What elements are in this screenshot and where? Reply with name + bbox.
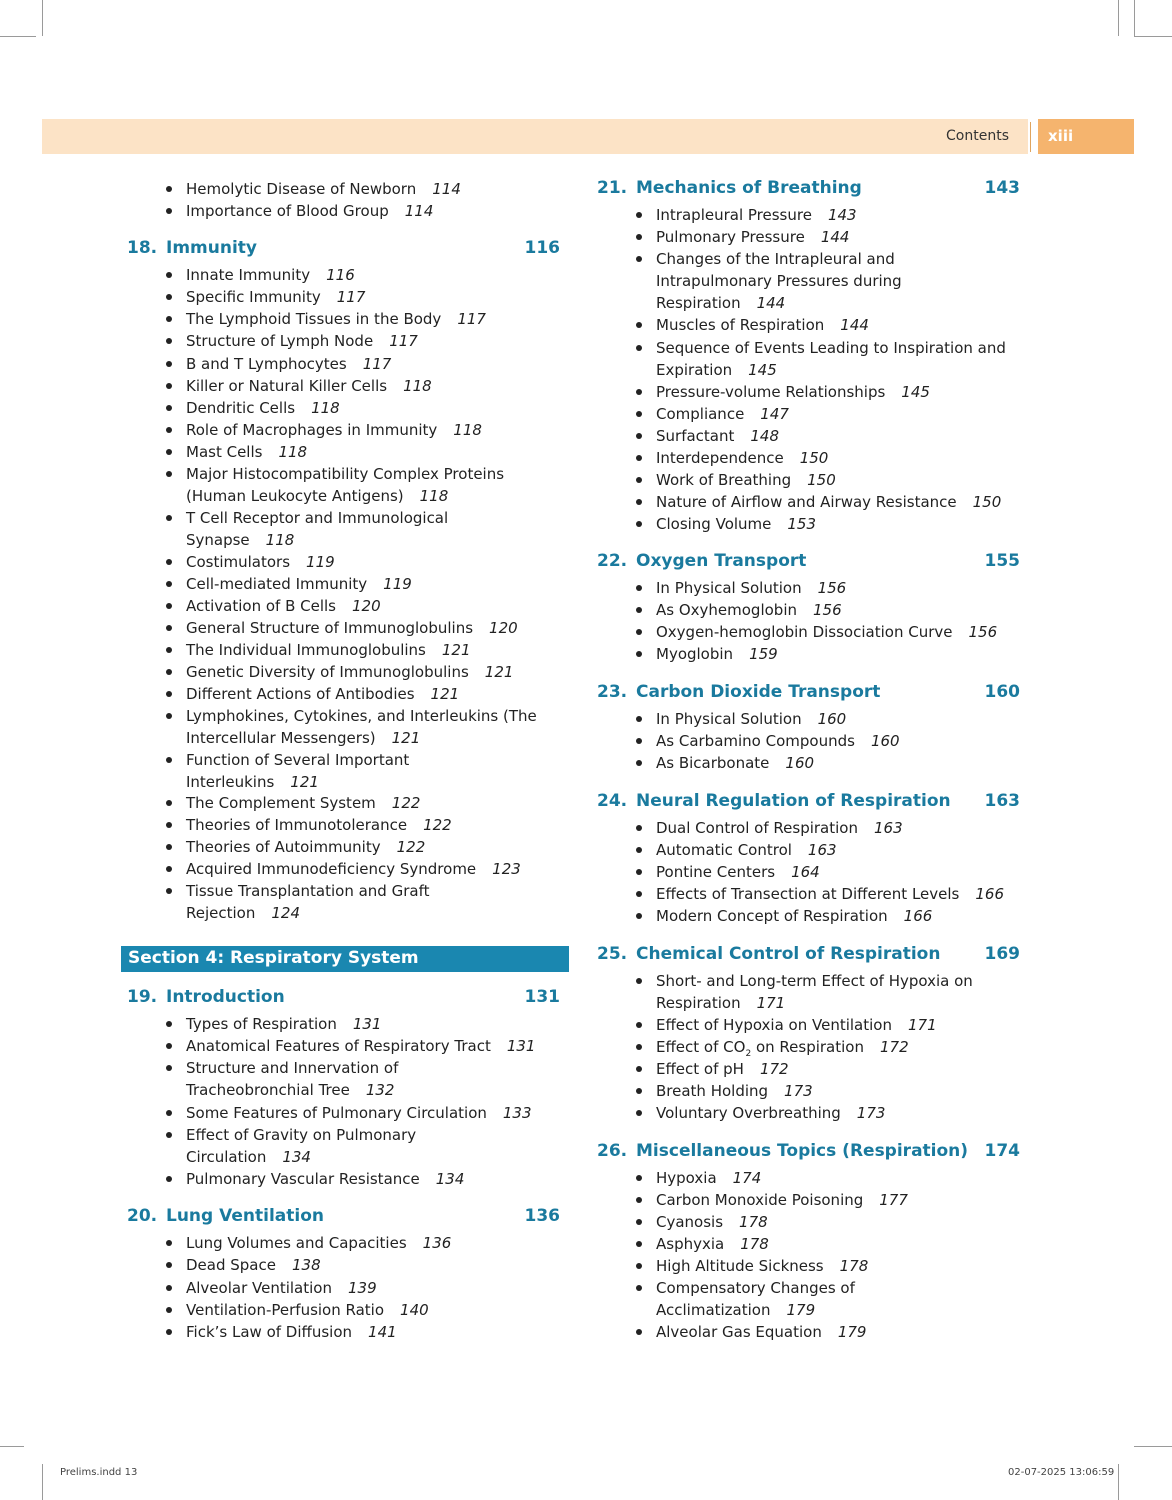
toc-item-title: Costimulators bbox=[186, 553, 291, 571]
bullet-icon bbox=[636, 585, 642, 591]
toc-item-title-cont: Respiration bbox=[656, 294, 741, 312]
bullet-icon bbox=[636, 499, 642, 505]
chapter-number: 20. bbox=[127, 1206, 158, 1226]
chapter-number: 23. bbox=[597, 682, 628, 702]
bullet-icon bbox=[636, 869, 642, 875]
toc-item-title: Voluntary Overbreathing bbox=[656, 1104, 841, 1122]
toc-item-title: Breath Holding bbox=[656, 1082, 769, 1100]
toc-item-title: As Carbamino Compounds bbox=[656, 732, 855, 750]
toc-item-page: 118 bbox=[311, 399, 340, 417]
bullet-icon bbox=[166, 1262, 172, 1268]
bullet-icon bbox=[166, 471, 172, 477]
bullet-icon bbox=[166, 272, 172, 278]
toc-item-page: 123 bbox=[492, 860, 521, 878]
bullet-icon bbox=[636, 913, 642, 919]
page-number: xiii bbox=[1048, 127, 1074, 145]
crop-mark bbox=[1134, 0, 1135, 36]
toc-item-page: 121 bbox=[441, 641, 471, 659]
chapter-title: Mechanics of Breathing bbox=[636, 178, 862, 198]
bullet-icon bbox=[636, 978, 642, 984]
toc-item-page: 122 bbox=[396, 838, 426, 856]
header-divider bbox=[1030, 122, 1031, 152]
bullet-icon bbox=[636, 629, 642, 635]
chapter-heading-22[interactable] bbox=[590, 551, 1030, 575]
toc-item-page: 179 bbox=[837, 1323, 867, 1341]
toc-item-page: 163 bbox=[873, 819, 903, 837]
bullet-icon bbox=[636, 433, 642, 439]
toc-item-page: 141 bbox=[368, 1323, 397, 1341]
toc-item-page: 132 bbox=[365, 1081, 395, 1099]
toc-item-title: T Cell Receptor and Immunological bbox=[186, 509, 449, 527]
bullet-icon bbox=[166, 1132, 172, 1138]
toc-item-title: Theories of Immunotolerance bbox=[186, 816, 408, 834]
toc-item-title: Dendritic Cells bbox=[186, 399, 296, 417]
chapter-title: Carbon Dioxide Transport bbox=[636, 682, 881, 702]
bullet-icon bbox=[166, 691, 172, 697]
toc-item-page: 117 bbox=[362, 355, 392, 373]
toc-item-page: 134 bbox=[435, 1170, 465, 1188]
chapter-number: 25. bbox=[597, 944, 628, 964]
bullet-icon bbox=[166, 1240, 172, 1246]
toc-item-title: Effect of pH bbox=[656, 1060, 744, 1078]
toc-item-page: 122 bbox=[423, 816, 452, 834]
toc-item-title: Hypoxia bbox=[656, 1169, 717, 1187]
toc-item-page: 117 bbox=[457, 310, 486, 328]
toc-item-page: 145 bbox=[901, 383, 930, 401]
bullet-icon bbox=[166, 186, 172, 192]
header-title: Contents bbox=[946, 128, 1009, 144]
toc-item-page: 120 bbox=[489, 619, 518, 637]
bullet-icon bbox=[636, 1175, 642, 1181]
toc-item-title: Closing Volume bbox=[656, 515, 772, 533]
chapter-title: Chemical Control of Respiration bbox=[636, 944, 941, 964]
toc-item-page: 147 bbox=[760, 405, 789, 423]
toc-item-subscript: 2 bbox=[745, 1049, 752, 1059]
toc-item-page: 178 bbox=[739, 1213, 768, 1231]
toc-item-page: 178 bbox=[839, 1257, 869, 1275]
toc-item-title-cont: Interleukins bbox=[186, 773, 275, 791]
toc-item-title: In Physical Solution bbox=[656, 579, 802, 597]
bullet-icon bbox=[166, 1043, 172, 1049]
bullet-icon bbox=[166, 383, 172, 389]
toc-item-page: 119 bbox=[306, 553, 335, 571]
toc-item-title-cont: Acclimatization bbox=[656, 1301, 771, 1319]
toc-item-page: 156 bbox=[813, 601, 842, 619]
toc-item-page: 121 bbox=[391, 729, 421, 747]
chapter-title: Immunity bbox=[166, 238, 257, 258]
toc-item-title: The Lymphoid Tissues in the Body bbox=[186, 310, 442, 328]
chapter-heading-25[interactable] bbox=[590, 944, 1030, 968]
toc-item-title: Acquired Immunodeficiency Syndrome bbox=[186, 860, 477, 878]
chapter-heading-19[interactable] bbox=[120, 987, 570, 1011]
toc-item-page: 171 bbox=[908, 1016, 937, 1034]
toc-item-title: Pontine Centers bbox=[656, 863, 776, 881]
toc-item-title: Structure of Lymph Node bbox=[186, 332, 374, 350]
toc-item-title: Dead Space bbox=[186, 1256, 276, 1274]
toc-item-page: 178 bbox=[740, 1235, 769, 1253]
toc-item-title: B and T Lymphocytes bbox=[186, 355, 347, 373]
header-band bbox=[42, 119, 1028, 154]
bullet-icon bbox=[166, 316, 172, 322]
bullet-icon bbox=[636, 234, 642, 240]
toc-item-title: Alveolar Gas Equation bbox=[656, 1323, 822, 1341]
toc-item-page: 172 bbox=[879, 1038, 909, 1056]
bullet-icon bbox=[636, 1263, 642, 1269]
toc-item-title: Pulmonary Pressure bbox=[656, 228, 805, 246]
toc-item-page: 133 bbox=[502, 1104, 532, 1122]
chapter-page: 169 bbox=[984, 944, 1020, 964]
bullet-icon bbox=[166, 1110, 172, 1116]
bullet-icon bbox=[166, 1021, 172, 1027]
toc-item-title: Lung Volumes and Capacities bbox=[186, 1234, 407, 1252]
toc-item-page: 117 bbox=[336, 288, 366, 306]
toc-item-title: Innate Immunity bbox=[186, 266, 311, 284]
toc-item-title: Lymphokines, Cytokines, and Interleukins (The bbox=[186, 707, 537, 725]
bullet-icon bbox=[166, 361, 172, 367]
chapter-heading-26[interactable] bbox=[590, 1141, 1030, 1165]
toc-item-title: Activation of B Cells bbox=[186, 597, 336, 615]
bullet-icon bbox=[636, 521, 642, 527]
footer-file-info: Prelims.indd 13 bbox=[60, 1467, 138, 1478]
toc-item-page: 143 bbox=[827, 206, 857, 224]
toc-item-page: 118 bbox=[278, 443, 308, 461]
bullet-icon bbox=[636, 891, 642, 897]
bullet-icon bbox=[166, 1285, 172, 1291]
bullet-icon bbox=[636, 1219, 642, 1225]
toc-item-title: Effect of CO bbox=[656, 1038, 746, 1056]
crop-mark bbox=[42, 1464, 43, 1500]
bullet-icon bbox=[636, 1197, 642, 1203]
toc-item-page: 171 bbox=[756, 994, 786, 1012]
toc-item-page: 166 bbox=[903, 907, 933, 925]
bullet-icon bbox=[636, 738, 642, 744]
toc-item-title-cont: Circulation bbox=[186, 1148, 267, 1166]
toc-item-title: Effect of Hypoxia on Ventilation bbox=[656, 1016, 892, 1034]
bullet-icon bbox=[166, 294, 172, 300]
toc-item-title: Types of Respiration bbox=[186, 1015, 337, 1033]
toc-item-page: 160 bbox=[785, 754, 815, 772]
bullet-icon bbox=[166, 713, 172, 719]
toc-item-title: Carbon Monoxide Poisoning bbox=[656, 1191, 864, 1209]
chapter-page: 160 bbox=[984, 682, 1020, 702]
toc-item-title: Function of Several Important bbox=[186, 751, 410, 769]
toc-item-title: Importance of Blood Group bbox=[186, 202, 389, 220]
chapter-number: 26. bbox=[597, 1141, 628, 1161]
toc-item-page: 139 bbox=[347, 1279, 377, 1297]
chapter-number: 24. bbox=[597, 791, 628, 811]
chapter-heading-23[interactable] bbox=[590, 682, 1030, 706]
bullet-icon bbox=[636, 389, 642, 395]
toc-item-page: 148 bbox=[750, 427, 780, 445]
toc-item-title-cont: Rejection bbox=[186, 904, 256, 922]
bullet-icon bbox=[636, 1088, 642, 1094]
toc-item-title: Short- and Long-term Effect of Hypoxia on bbox=[656, 972, 973, 990]
bullet-icon bbox=[166, 515, 172, 521]
toc-item-page: 120 bbox=[352, 597, 381, 615]
crop-mark bbox=[1134, 1446, 1172, 1447]
toc-item-title: Some Features of Pulmonary Circulation bbox=[186, 1104, 487, 1122]
toc-item-title: Ventilation-Perfusion Ratio bbox=[186, 1301, 385, 1319]
toc-item-title: Asphyxia bbox=[656, 1235, 725, 1253]
bullet-icon bbox=[166, 603, 172, 609]
toc-item-title: Interdependence bbox=[656, 449, 784, 467]
bullet-icon bbox=[166, 669, 172, 675]
toc-item-title: Genetic Diversity of Immunoglobulins bbox=[186, 663, 469, 681]
toc-item-title: Cyanosis bbox=[656, 1213, 724, 1231]
bullet-icon bbox=[636, 1241, 642, 1247]
toc-item-page: 150 bbox=[972, 493, 1002, 511]
chapter-page: 163 bbox=[984, 791, 1020, 811]
chapter-page: 116 bbox=[524, 238, 560, 258]
chapter-page: 136 bbox=[524, 1206, 560, 1226]
bullet-icon bbox=[166, 405, 172, 411]
toc-item-title: Pulmonary Vascular Resistance bbox=[186, 1170, 420, 1188]
toc-item-page: 138 bbox=[291, 1256, 321, 1274]
toc-item-title: Intrapleural Pressure bbox=[656, 206, 812, 224]
bullet-icon bbox=[166, 1176, 172, 1182]
chapter-page: 143 bbox=[984, 178, 1020, 198]
toc-item-title: Killer or Natural Killer Cells bbox=[186, 377, 388, 395]
bullet-icon bbox=[166, 208, 172, 214]
bullet-icon bbox=[636, 1329, 642, 1335]
toc-item-page: 119 bbox=[383, 575, 412, 593]
toc-item-page: 163 bbox=[807, 841, 837, 859]
bullet-icon bbox=[166, 559, 172, 565]
toc-item-title: Compensatory Changes of bbox=[656, 1279, 855, 1297]
toc-item-page: 173 bbox=[856, 1104, 886, 1122]
toc-item-page: 121 bbox=[484, 663, 514, 681]
toc-item-title: Sequence of Events Leading to Inspiration and bbox=[656, 339, 1006, 357]
bullet-icon bbox=[166, 757, 172, 763]
toc-item-title: High Altitude Sickness bbox=[656, 1257, 824, 1275]
chapter-heading-18[interactable] bbox=[120, 238, 570, 262]
toc-item-title: The Individual Immunoglobulins bbox=[186, 641, 426, 659]
toc-item-title: As Oxyhemoglobin bbox=[656, 601, 797, 619]
toc-item-title: Theories of Autoimmunity bbox=[186, 838, 381, 856]
toc-item-page: 144 bbox=[820, 228, 850, 246]
bullet-icon bbox=[636, 716, 642, 722]
toc-item-page: 131 bbox=[506, 1037, 536, 1055]
toc-item-title: Major Histocompatibility Complex Proteins bbox=[186, 465, 505, 483]
toc-item-page: 164 bbox=[791, 863, 820, 881]
toc-item-title-cont: Intercellular Messengers) bbox=[186, 729, 376, 747]
toc-item-title-cont: Respiration bbox=[656, 994, 741, 1012]
toc-item-title: Fick’s Law of Diffusion bbox=[186, 1323, 353, 1341]
chapter-title: Miscellaneous Topics (Respiration) bbox=[636, 1141, 969, 1161]
toc-item-page: 159 bbox=[749, 645, 778, 663]
toc-item-page: 124 bbox=[271, 904, 300, 922]
chapter-heading-21[interactable] bbox=[590, 178, 1030, 202]
bullet-icon bbox=[166, 338, 172, 344]
toc-item-page: 136 bbox=[422, 1234, 452, 1252]
toc-item-title-cont: Intrapulmonary Pressures during bbox=[656, 272, 902, 290]
toc-item-page: 121 bbox=[430, 685, 460, 703]
bullet-icon bbox=[636, 1022, 642, 1028]
crop-mark bbox=[1118, 0, 1119, 36]
toc-item-page: 117 bbox=[389, 332, 418, 350]
toc-item-page: 153 bbox=[787, 515, 817, 533]
toc-item-title: The Complement System bbox=[186, 794, 376, 812]
chapter-page: 131 bbox=[524, 987, 560, 1007]
toc-item-page: 172 bbox=[759, 1060, 789, 1078]
toc-item-title: Myoglobin bbox=[656, 645, 734, 663]
toc-item-page: 160 bbox=[817, 710, 847, 728]
toc-item-page: 116 bbox=[326, 266, 355, 284]
toc-item-title: Muscles of Respiration bbox=[656, 316, 825, 334]
toc-item-title: Effect of Gravity on Pulmonary bbox=[186, 1126, 417, 1144]
bullet-icon bbox=[166, 866, 172, 872]
toc-item-page: 131 bbox=[352, 1015, 382, 1033]
bullet-icon bbox=[636, 847, 642, 853]
toc-item-page: 114 bbox=[432, 180, 461, 198]
toc-item-title: Surfactant bbox=[656, 427, 735, 445]
toc-item-title: Work of Breathing bbox=[656, 471, 792, 489]
chapter-number: 19. bbox=[127, 987, 158, 1007]
bullet-icon bbox=[166, 1307, 172, 1313]
toc-item-title-cont: (Human Leukocyte Antigens) bbox=[186, 487, 404, 505]
bullet-icon bbox=[636, 1044, 642, 1050]
bullet-icon bbox=[636, 256, 642, 262]
bullet-icon bbox=[636, 477, 642, 483]
bullet-icon bbox=[636, 651, 642, 657]
chapter-number: 18. bbox=[127, 238, 158, 258]
toc-item-title: General Structure of Immunoglobulins bbox=[186, 619, 474, 637]
toc-item-page: 144 bbox=[840, 316, 869, 334]
toc-item-title: Role of Macrophages in Immunity bbox=[186, 421, 438, 439]
bullet-icon bbox=[636, 212, 642, 218]
toc-item-title: Tissue Transplantation and Graft bbox=[186, 882, 430, 900]
chapter-heading-24[interactable] bbox=[590, 791, 1030, 815]
crop-mark bbox=[0, 36, 36, 37]
bullet-icon bbox=[166, 427, 172, 433]
toc-item-page: 122 bbox=[391, 794, 421, 812]
bullet-icon bbox=[636, 1066, 642, 1072]
toc-item-page: 156 bbox=[817, 579, 847, 597]
chapter-heading-20[interactable] bbox=[120, 1206, 570, 1230]
section-heading: Section 4: Respiratory System bbox=[128, 948, 419, 968]
toc-item-title: Structure and Innervation of bbox=[186, 1059, 399, 1077]
toc-item-title: Nature of Airflow and Airway Resistance bbox=[656, 493, 957, 511]
bullet-icon bbox=[636, 322, 642, 328]
bullet-icon bbox=[636, 825, 642, 831]
bullet-icon bbox=[166, 844, 172, 850]
bullet-icon bbox=[636, 607, 642, 613]
crop-mark bbox=[1134, 36, 1172, 37]
toc-item-title-cont: Synapse bbox=[186, 531, 250, 549]
toc-item-page: 118 bbox=[419, 487, 449, 505]
section-heading-bar[interactable] bbox=[121, 946, 569, 972]
toc-item-title: Anatomical Features of Respiratory Tract bbox=[186, 1037, 491, 1055]
toc-item-title-cont: Expiration bbox=[656, 361, 733, 379]
bullet-icon bbox=[636, 760, 642, 766]
toc-item-page: 145 bbox=[748, 361, 777, 379]
toc-item-title: Specific Immunity bbox=[186, 288, 321, 306]
toc-item-page: 121 bbox=[290, 773, 319, 791]
toc-item-page: 134 bbox=[282, 1148, 311, 1166]
chapter-title: Oxygen Transport bbox=[636, 551, 807, 571]
toc-item-page: 114 bbox=[404, 202, 434, 220]
toc-item-title-cont: Tracheobronchial Tree bbox=[186, 1081, 350, 1099]
toc-item-title: Modern Concept of Respiration bbox=[656, 907, 888, 925]
toc-item-title: Hemolytic Disease of Newborn bbox=[186, 180, 417, 198]
bullet-icon bbox=[636, 455, 642, 461]
toc-item-page: 150 bbox=[807, 471, 836, 489]
toc-item-page: 118 bbox=[453, 421, 482, 439]
crop-mark bbox=[1118, 1464, 1119, 1500]
toc-item-title: Pressure-volume Relationships bbox=[656, 383, 886, 401]
bullet-icon bbox=[636, 411, 642, 417]
chapter-number: 22. bbox=[597, 551, 628, 571]
toc-item-title-rest: on Respiration bbox=[751, 1038, 864, 1056]
toc-item-page: 173 bbox=[784, 1082, 813, 1100]
toc-item-title: As Bicarbonate bbox=[656, 754, 770, 772]
toc-item-page: 118 bbox=[403, 377, 432, 395]
bullet-icon bbox=[166, 581, 172, 587]
toc-item-title: Dual Control of Respiration bbox=[656, 819, 858, 837]
toc-item-page: 179 bbox=[786, 1301, 816, 1319]
bullet-icon bbox=[636, 1110, 642, 1116]
chapter-title: Introduction bbox=[166, 987, 285, 1007]
toc-item-page: 118 bbox=[265, 531, 295, 549]
bullet-icon bbox=[166, 647, 172, 653]
bullet-icon bbox=[166, 449, 172, 455]
page-number-tab bbox=[1038, 119, 1134, 154]
toc-item-title: Automatic Control bbox=[656, 841, 792, 859]
bullet-icon bbox=[166, 800, 172, 806]
toc-item-page: 166 bbox=[975, 885, 1004, 903]
bullet-icon bbox=[166, 888, 172, 894]
toc-item-title: Alveolar Ventilation bbox=[186, 1279, 332, 1297]
toc-item-page: 150 bbox=[799, 449, 829, 467]
bullet-icon bbox=[166, 1065, 172, 1071]
toc-item-page: 140 bbox=[400, 1301, 429, 1319]
bullet-icon bbox=[636, 1285, 642, 1291]
toc-item-title: Oxygen-hemoglobin Dissociation Curve bbox=[656, 623, 953, 641]
bullet-icon bbox=[166, 822, 172, 828]
chapter-page: 174 bbox=[984, 1141, 1020, 1161]
toc-item-page: 144 bbox=[756, 294, 786, 312]
toc-item-title: Changes of the Intrapleural and bbox=[656, 250, 895, 268]
toc-item-page: 160 bbox=[870, 732, 900, 750]
crop-mark bbox=[0, 1446, 24, 1447]
toc-item-title: Effects of Transection at Different Levels bbox=[656, 885, 960, 903]
bullet-icon bbox=[166, 625, 172, 631]
toc-item-title: In Physical Solution bbox=[656, 710, 802, 728]
bullet-icon bbox=[166, 1329, 172, 1335]
toc-item-page: 156 bbox=[968, 623, 998, 641]
toc-item-page: 174 bbox=[732, 1169, 762, 1187]
toc-item-title: Different Actions of Antibodies bbox=[186, 685, 415, 703]
toc-item-title: Cell-mediated Immunity bbox=[186, 575, 368, 593]
toc-item-page: 177 bbox=[879, 1191, 908, 1209]
bullet-icon bbox=[636, 345, 642, 351]
toc-item-title: Compliance bbox=[656, 405, 745, 423]
chapter-title: Lung Ventilation bbox=[166, 1206, 324, 1226]
crop-mark bbox=[42, 0, 43, 36]
chapter-title: Neural Regulation of Respiration bbox=[636, 791, 951, 811]
chapter-page: 155 bbox=[984, 551, 1020, 571]
footer-timestamp: 02-07-2025 13:06:59 bbox=[1008, 1467, 1115, 1478]
toc-item-title: Mast Cells bbox=[186, 443, 263, 461]
chapter-number: 21. bbox=[597, 178, 628, 198]
